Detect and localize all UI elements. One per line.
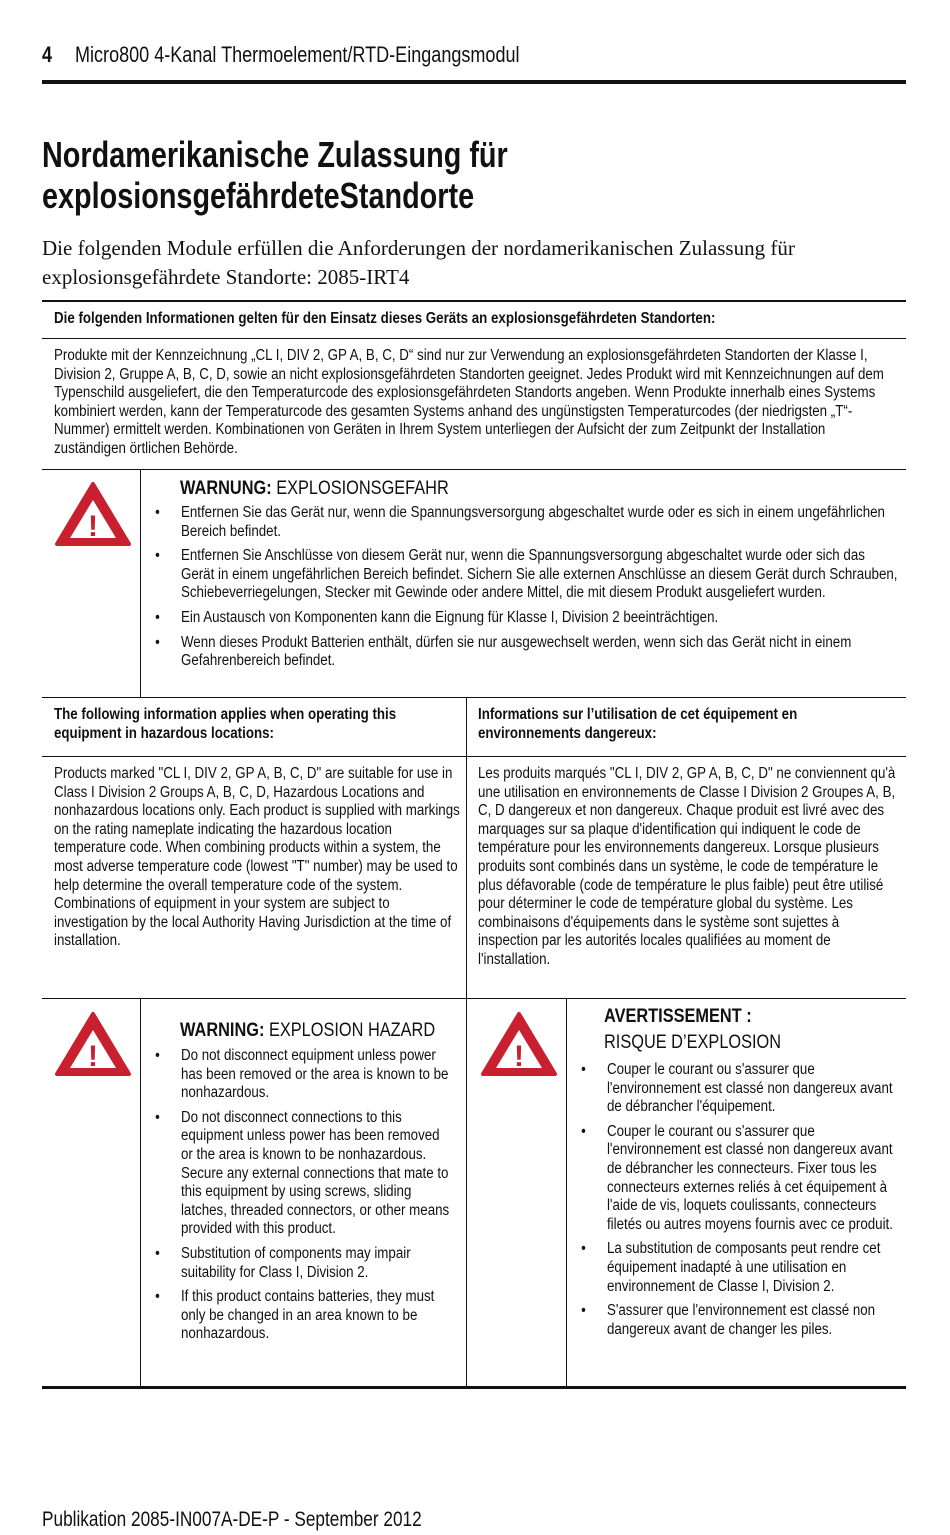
french-warning-label: AVERTISSEMENT : (604, 1006, 752, 1027)
list-item: • Do not disconnect connections to this equipment unless power has been removed or the area is known to be nonhazardous. Secure any external connections that mate to this equipment by using screws, sliding latches, threaded connectors, or other means provided with this product. (150, 1109, 451, 1239)
german-body: Produkte mit der Kennzeichnung „CL I, DIV 2, GP A, B, C, D“ sind nur zur Verwendung an explosionsgefährdeten Standorten der Klasse I, Division 2, Gruppe A, B, C, D, sowie an nicht explosionsgefährdeten Standorten geeignet. Jedes Produkt wird mit Kennzeichnungen auf dem Typenschild ausgeliefert, die den Temperaturcode des explosionsgefährdeten Standorts angeben. Wenn Produkte innerhalb eines Systems kombiniert werden, kann der Temperaturcode des gesamten Systems anhand des ungünstigsten Temperaturcodes (der niedrigsten „T“-Nummer) ermittelt werden. Kombinationen von Geräten in Ihrem System unterliegen der Aufsicht der zum Zeitpunkt der Installation zuständigen örtlichen Behörde. (54, 347, 884, 457)
list-item: • S'assurer que l'environnement est classé non dangereux avant de changer les piles. (576, 1302, 898, 1339)
page-number: 4 (42, 42, 53, 67)
list-item: • Substitution of components may impair suitability for Class I, Division 2. (150, 1245, 451, 1282)
german-warning-list (150, 504, 900, 677)
list-item: • Wenn dieses Produkt Batterien enthält, dürfen sie nur ausgewechselt werden, wenn sich das Gerät nicht in einem Gefahrenbereich befindet. (150, 634, 900, 671)
german-heading: Die folgenden Informationen gelten für den Einsatz dieses Geräts an explosionsgefährdeten Standorten: (54, 310, 716, 327)
warning-triangle-icon (480, 1010, 558, 1078)
svg-text:!: ! (514, 1040, 524, 1073)
list-item: • Entfernen Sie das Gerät nur, wenn die Spannungsversorgung abgeschaltet wurde oder es sich in einem ungefährlichen Bereich befindet. (150, 504, 900, 541)
french-warning-title: RISQUE D’EXPLOSION (604, 1032, 782, 1053)
column-divider (140, 470, 141, 698)
french-warning-heading (604, 1006, 781, 1054)
table-rule (42, 998, 906, 999)
german-warning-label: WARNUNG: (180, 478, 272, 499)
english-warning-list (150, 1047, 451, 1350)
warning-triangle-icon (54, 480, 132, 548)
warning-triangle-icon (54, 1010, 132, 1078)
english-warning-title: EXPLOSION HAZARD (268, 1020, 436, 1041)
english-heading: The following information applies when operating this equipment in hazardous locations: (54, 706, 397, 742)
table-rule (42, 469, 906, 470)
page-footer: Publikation 2085-IN007A-DE-P - September 2012 (42, 1508, 422, 1531)
french-body: Les produits marqués "CL I, DIV 2, GP A, B, C, D" ne conviennent qu'à une utilisation en environnements de Classe I Division 2 Groupes A, B, C, D dangereux et non dangereux. Chaque produit est livré avec des marquages sur sa plaque d'identification qui indiquent le code de température pour les environnements dangereux. Lorsque plusieurs produits sont combinés dans un système, le code de température le plus défavorable (code de température le plus faible) peut être utilisé pour déterminer le code de température global du système. Les combinaisons d'équipements dans le système sont sujettes à inspection par les autorités locales qualifiées au moment de l'installation. (478, 765, 896, 968)
list-item: • If this product contains batteries, they must only be changed in an area known to be nonhazardous. (150, 1288, 451, 1344)
svg-text:!: ! (88, 1040, 98, 1073)
page-header (42, 42, 520, 68)
svg-text:!: ! (88, 510, 98, 543)
document-title: Micro800 4-Kanal Thermoelement/RTD-Eingangsmodul (75, 42, 520, 67)
section-title (42, 134, 508, 216)
list-item: • Ein Austausch von Komponenten kann die Eignung für Klasse I, Division 2 beeinträchtigen. (150, 609, 900, 628)
german-warning-heading (180, 478, 449, 500)
list-item: • Entfernen Sie Anschlüsse von diesem Gerät nur, wenn die Spannungsversorgung abgeschaltet wurde oder sich das Gerät in einem ungefährlichen Bereich befindet. Sichern Sie alle externen Anschlüsse an diesem Gerät durch Schrauben, Schiebeverriegelungen, Stecker mit Gewinde oder andere Mittel, die mit diesem Produkt ausgeliefert wurden. (150, 547, 900, 603)
section-intro: Die folgenden Module erfüllen die Anforderungen der nordamerikanischen Zulassung für explosionsgefährdete Standorte: 2085-IRT4 (42, 236, 795, 289)
column-divider (140, 999, 141, 1388)
german-warning-title: EXPLOSIONSGEFAHR (276, 478, 449, 499)
table-rule (42, 300, 906, 302)
table-rule (42, 756, 906, 757)
french-warning-list (576, 1061, 898, 1345)
english-body: Products marked "CL I, DIV 2, GP A, B, C, D" are suitable for use in Class I Division 2 Groups A, B, C, D, Hazardous Locations and nonhazardous locations only. Each product is supplied with markings on the rating nameplate indicating the hazardous location temperature code. When combining products within a system, the most adverse temperature code (lowest "T" number) may be used to help determine the overall temperature code of the system. Combinations of equipment in your system are subject to investigation by the local Authority Having Jurisdiction at the time of installation. (54, 765, 460, 950)
table-rule (42, 697, 906, 698)
section-title-line2: explosionsgefährdeteStandorte (42, 175, 475, 216)
english-warning-heading (180, 1020, 435, 1042)
header-rule (42, 80, 906, 84)
list-item: • Couper le courant ou s'assurer que l'environnement est classé non dangereux avant de débrancher les connecteurs. Fixer tous les connecteurs externes reliés à cet équipement à l'aide de vis, loquets coulissants, connecteurs filetés ou autres moyens fournis avec ce produit. (576, 1123, 898, 1235)
table-rule (42, 338, 906, 339)
section-title-line1: Nordamerikanische Zulassung für (42, 134, 508, 175)
list-item: • Do not disconnect equipment unless power has been removed or the area is known to be nonhazardous. (150, 1047, 451, 1103)
list-item: • La substitution de composants peut rendre cet équipement inadapté à une utilisation en environnement de Classe I, Division 2. (576, 1240, 898, 1296)
column-divider (566, 999, 567, 1388)
list-item: • Couper le courant ou s'assurer que l'environnement est classé non dangereux avant de débrancher l'équipement. (576, 1061, 898, 1117)
table-bottom-rule (42, 1386, 906, 1389)
column-divider (466, 698, 467, 1388)
english-warning-label: WARNING: (180, 1020, 265, 1041)
french-heading: Informations sur l’utilisation de cet équipement en environnements dangereux: (478, 706, 798, 742)
